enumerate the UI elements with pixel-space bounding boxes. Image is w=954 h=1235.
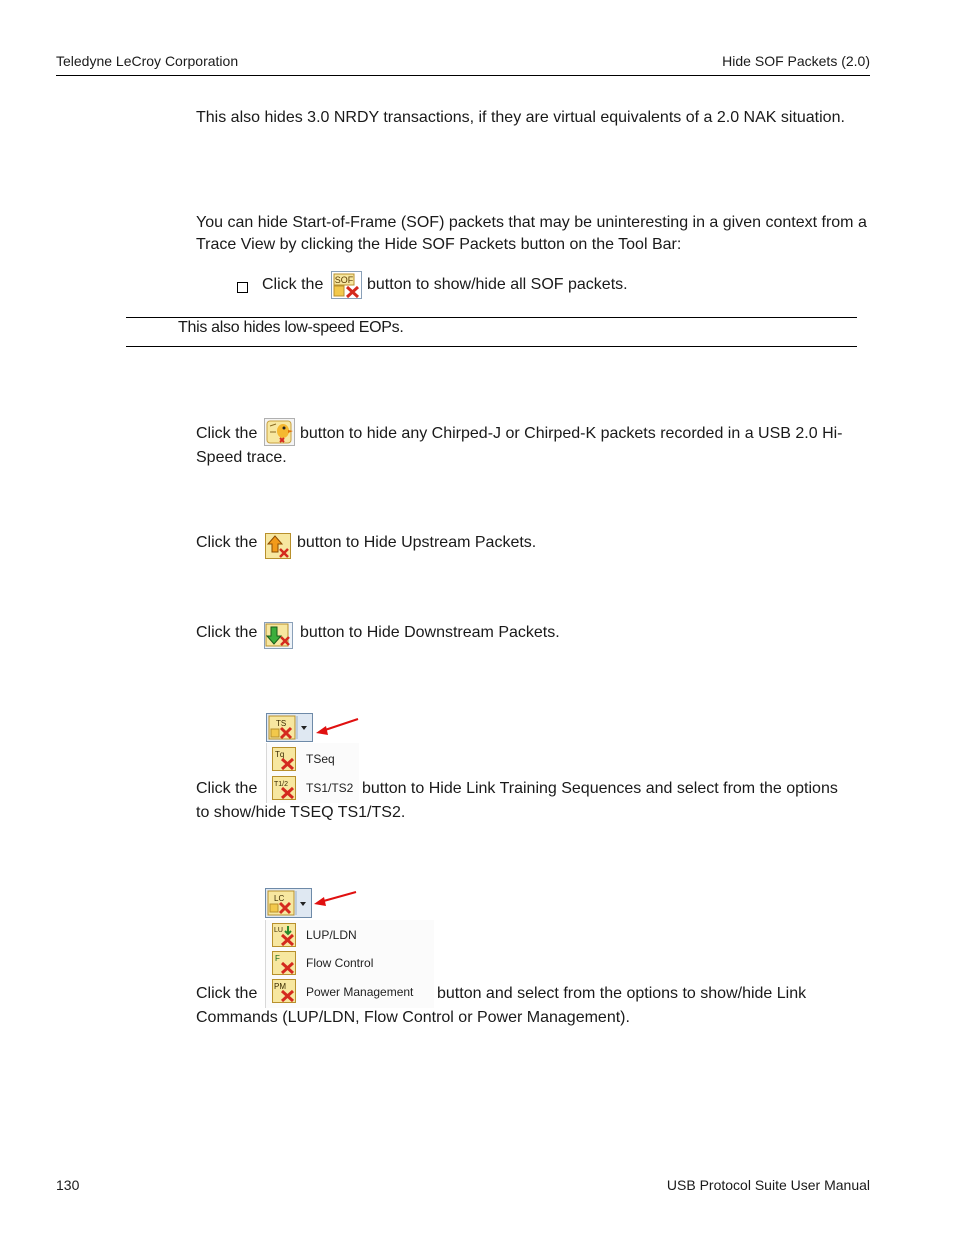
menu-item-power-management[interactable]: Power Management <box>306 985 414 999</box>
svg-text:PM: PM <box>274 982 286 991</box>
link-training-before: Click the <box>196 780 258 797</box>
link-training-line2: to show/hide TSEQ TS1/TS2. <box>196 804 406 821</box>
sof-paragraph: You can hide Start-of-Frame (SOF) packets that may be uninteresting in a given context from a Trace View by clicking the Hide SOF Packets button on the Tool Bar: <box>196 214 867 253</box>
page-number: 130 <box>56 1177 80 1193</box>
flow-control-icon <box>272 951 296 980</box>
tseq-icon <box>272 747 296 776</box>
link-commands-line2: Commands (LUP/LDN, Flow Control or Power Management). <box>196 1009 630 1026</box>
downstream-after: button to Hide Downstream Packets. <box>300 624 560 641</box>
link-commands-button[interactable] <box>265 888 313 924</box>
ts1-ts2-icon <box>272 776 296 805</box>
svg-text:F: F <box>275 954 280 963</box>
footer-title: USB Protocol Suite User Manual <box>666 1177 870 1193</box>
chirp-before: Click the <box>196 425 258 442</box>
link-commands-after: button and select from the options to show/hide Link <box>437 985 807 1002</box>
power-management-icon <box>272 979 296 1008</box>
header-right: Hide SOF Packets (2.0) <box>722 53 870 69</box>
bullet-box <box>237 282 248 293</box>
note-text: This also hides low-speed EOPs. <box>178 319 404 336</box>
header-rule <box>56 75 870 76</box>
downstream-before: Click the <box>196 624 258 641</box>
header-left: Teledyne LeCroy Corporation <box>56 53 239 69</box>
menu-item-ts1-ts2[interactable]: TS1/TS2 <box>306 781 354 795</box>
hide-downstream-icon[interactable] <box>264 622 293 654</box>
intro-text: This also hides 3.0 NRDY transactions, if they are virtual equivalents of a 2.0 NAK situation. <box>196 109 845 126</box>
link-commands-before: Click the <box>196 985 258 1002</box>
svg-text:Tq: Tq <box>275 750 285 759</box>
menu-item-lup-ldn[interactable]: LUP/LDN <box>306 928 357 942</box>
link-commands-icon-label: LC <box>274 894 285 903</box>
sof-bullet-before: Click the <box>262 276 324 293</box>
sof-icon-label: SOF <box>334 275 354 285</box>
note-top-rule <box>126 317 857 318</box>
svg-text:LU: LU <box>274 927 283 934</box>
link-training-after: button to Hide Link Training Sequences and select from the options <box>362 780 838 797</box>
upstream-after: button to Hide Upstream Packets. <box>297 534 537 551</box>
note-bottom-rule <box>126 346 857 347</box>
red-arrow-icon <box>314 717 360 744</box>
sof-bullet-after: button to show/hide all SOF packets. <box>367 276 628 293</box>
menu-item-tseq[interactable]: TSeq <box>306 752 335 766</box>
hide-upstream-icon[interactable] <box>265 533 291 564</box>
chirp-after: button to hide any Chirped-J or Chirped-K packets recorded in a USB 2.0 Hi- <box>300 425 843 442</box>
link-training-icon-label: TS <box>276 719 287 728</box>
chirp-line2: Speed trace. <box>196 449 287 466</box>
menu-item-flow-control[interactable]: Flow Control <box>306 956 374 970</box>
lup-ldn-icon <box>272 923 296 952</box>
red-arrow-icon <box>312 890 358 915</box>
svg-text:T1/2: T1/2 <box>274 781 289 788</box>
hide-sof-icon[interactable] <box>331 271 362 304</box>
upstream-before: Click the <box>196 534 258 551</box>
